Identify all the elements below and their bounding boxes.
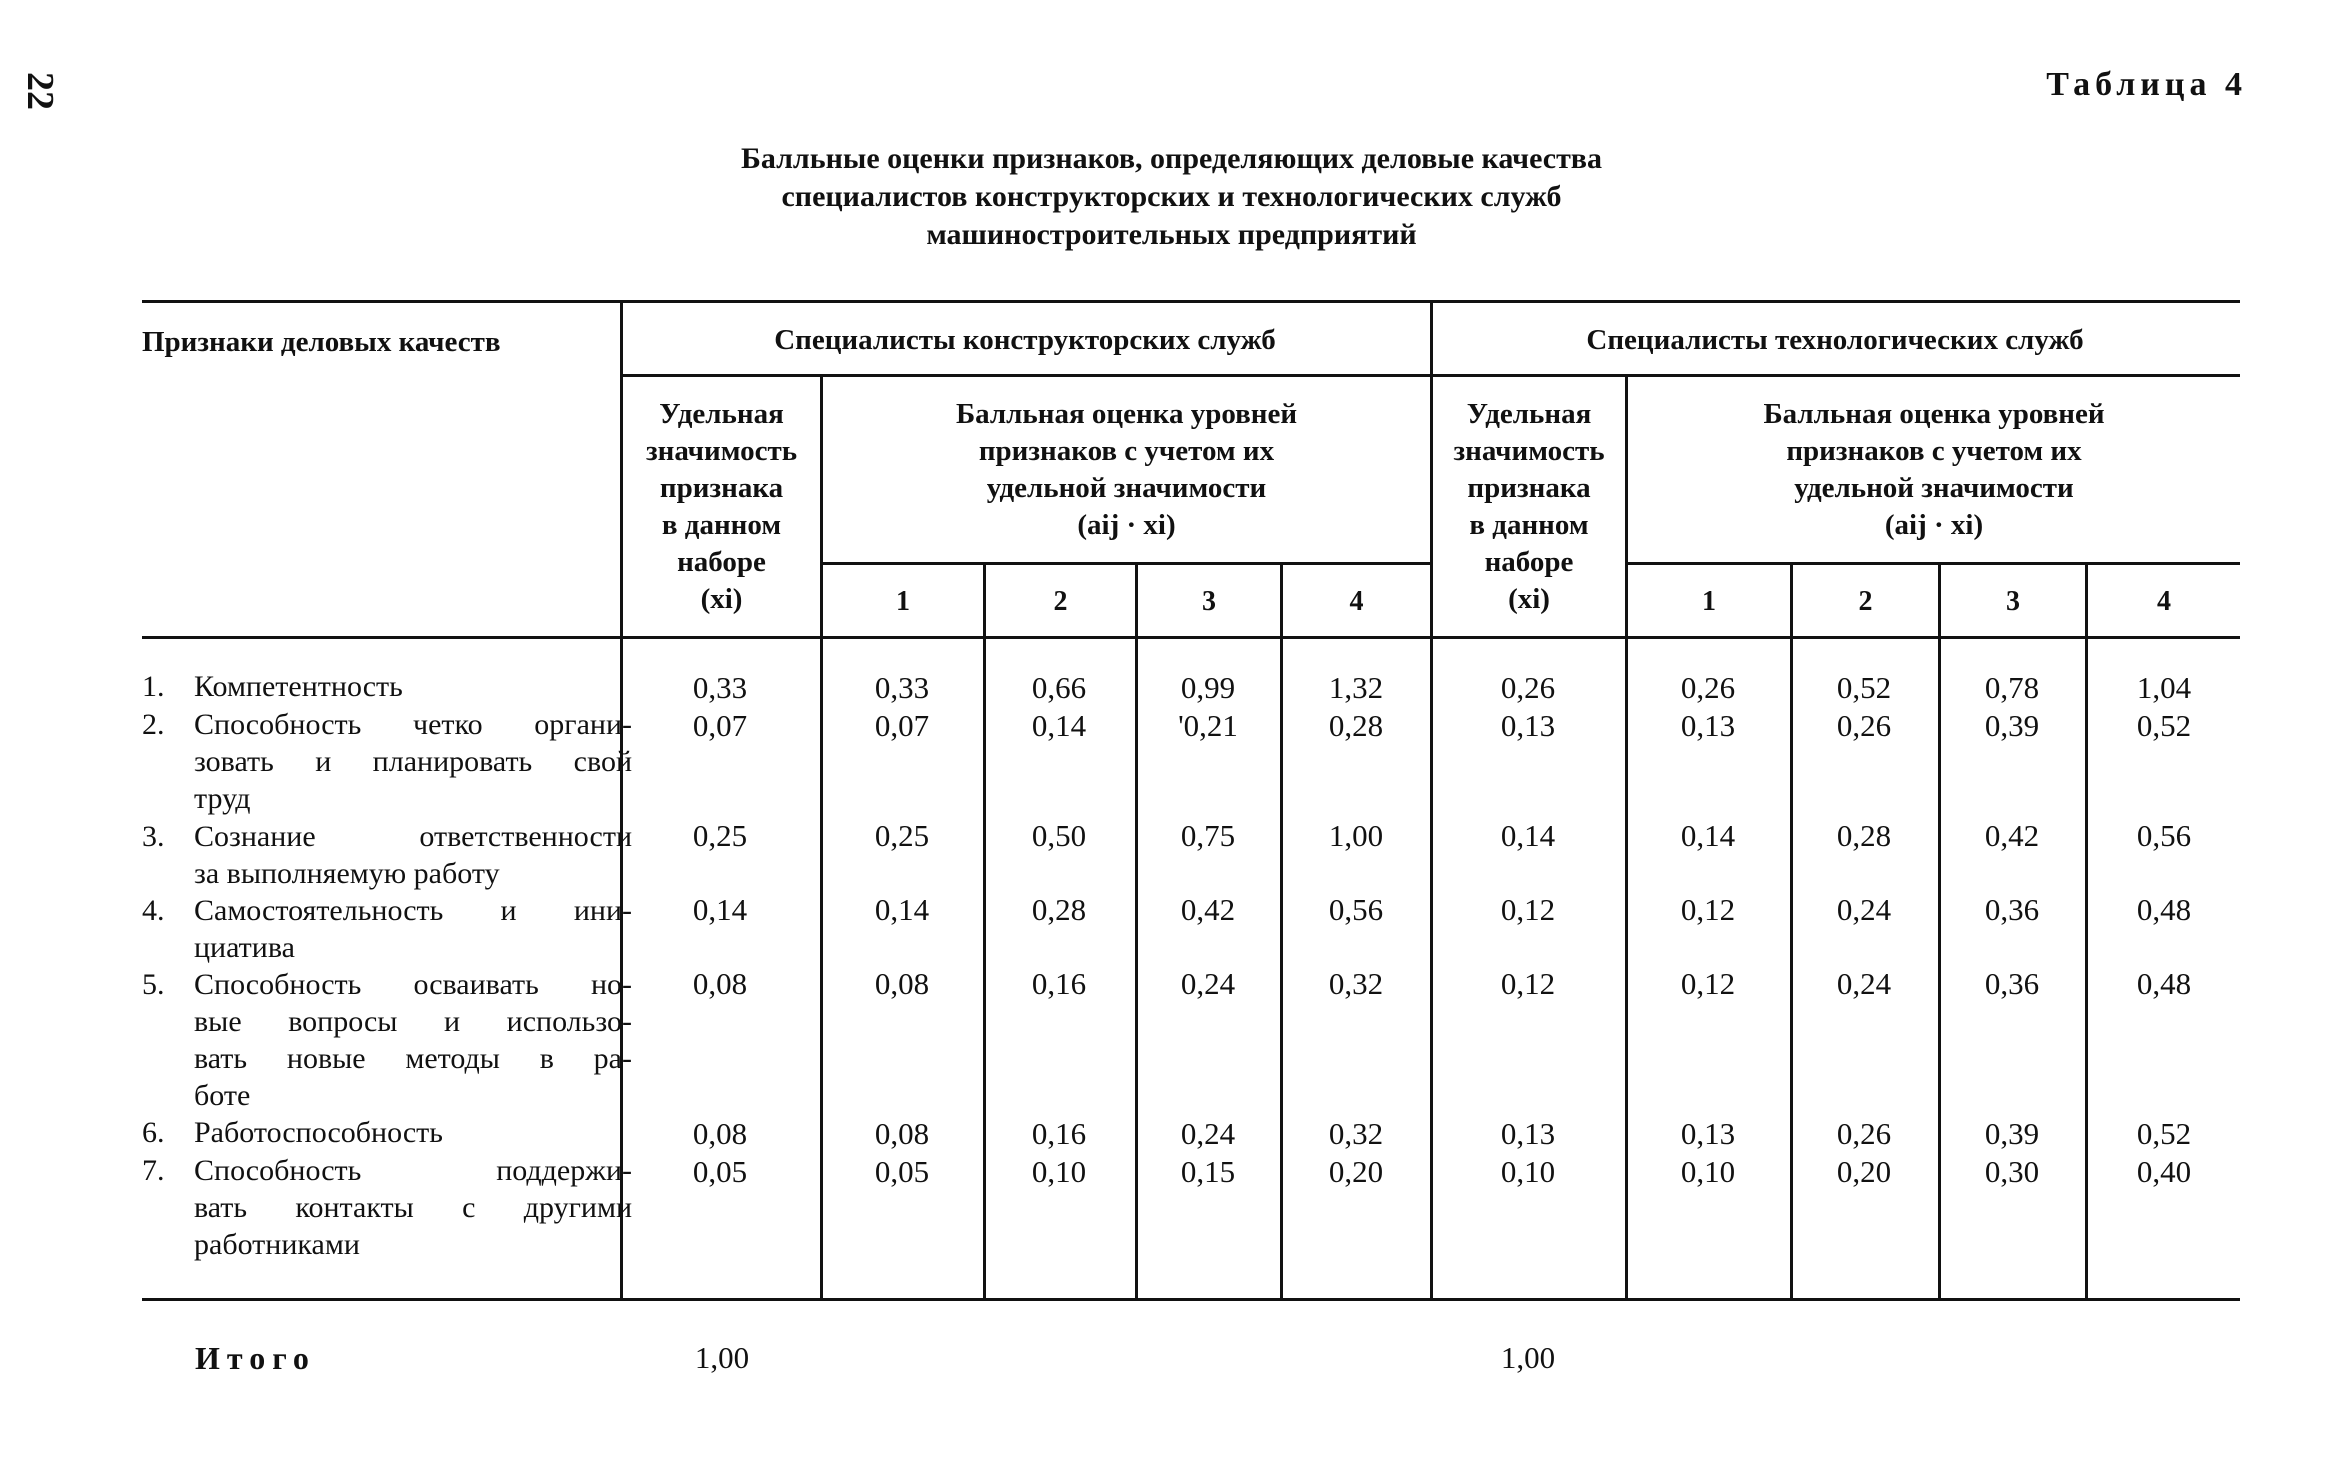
col-divider [1938,562,1941,1298]
total-label: Итого [195,1340,316,1376]
header-line: Удельная [659,398,784,430]
value-cell: 0,24 [1180,966,1236,1001]
value-cell: 0,56 [1328,892,1384,927]
row-text-line: вать контакты с другими [194,1191,632,1224]
row-label [142,1152,632,1263]
header-line: признаков с учетом их [1786,435,2082,467]
value-cell: 0,30 [1984,1154,2040,1189]
level-number: 4 [1349,586,1364,617]
row-label [142,706,632,817]
value-cell: 0,36 [1984,966,2040,1001]
header-line: наборе [1484,546,1574,578]
row-text-line: зовать и планировать свой [194,745,632,778]
page-number: 22 [19,72,61,110]
level-number: 2 [1858,586,1873,617]
tech-score-header [1628,396,2240,544]
value-cell: 0,48 [2136,892,2192,927]
row-text [194,818,632,892]
design-weight-header [623,396,820,618]
row-label [142,668,632,705]
row-label [142,892,632,966]
row-text-line: Способность поддержи- [194,1154,632,1187]
header-line: удельной значимости [986,472,1267,504]
header-line: в данном [661,509,782,541]
value-cell: 0,40 [2136,1154,2192,1189]
value-cell: 0,28 [1031,892,1087,927]
level-number: 1 [896,586,910,617]
row-text [194,1114,632,1151]
row-label [142,818,632,892]
value-cell: 0,14 [1680,818,1736,853]
value-cell: 0,10 [1680,1154,1736,1189]
row-text-line: вые вопросы и использо- [194,1005,632,1038]
value-cell: 0,24 [1836,966,1892,1001]
col-divider [1790,562,1793,1298]
level-number: 3 [2006,586,2020,617]
col-divider [983,562,986,1298]
title-line: специалистов конструкторских и технологических служб [781,180,1562,213]
value-cell: 0,56 [2136,818,2192,853]
row-text [194,706,632,817]
value-cell: 0,26 [1836,1116,1892,1151]
value-cell: 0,12 [1500,892,1556,927]
value-cell: 0,05 [874,1154,930,1189]
value-cell: 0,20 [1328,1154,1384,1189]
row-text [194,1152,632,1263]
value-cell: 0,08 [874,1116,930,1151]
value-cell: '0,21 [1178,708,1238,743]
value-cell: 0,33 [874,670,930,705]
row-text-line: работниками [194,1228,360,1261]
total-design-weight: 1,00 [694,1340,750,1375]
levels-rule-tech [1625,562,2240,565]
row-number: 6. [142,1116,165,1149]
value-cell: 0,39 [1984,1116,2040,1151]
levels-rule-design [820,562,1430,565]
value-cell: 0,33 [692,670,748,705]
value-cell: 0,08 [692,966,748,1001]
header-line: удельной значимости [1794,472,2074,504]
value-cell: 0,10 [1031,1154,1087,1189]
level-number: 2 [1053,586,1068,617]
value-cell: 0,24 [1180,1116,1236,1151]
value-cell: 0,39 [1984,708,2040,743]
value-cell: 0,07 [692,708,748,743]
value-cell: 0,15 [1180,1154,1236,1189]
header-line: Удельная [1466,398,1592,430]
value-cell: 0,12 [1680,966,1736,1001]
level-number: 3 [1202,586,1216,617]
value-cell: 1,04 [2136,670,2192,705]
row-label [142,1114,632,1151]
value-cell: 0,12 [1680,892,1736,927]
value-cell: 0,14 [874,892,930,927]
table-title [0,140,2343,254]
value-cell: 0,75 [1180,818,1236,853]
col-divider [1280,562,1283,1298]
row-text [194,892,632,966]
features-header: Признаки деловых качеств [142,326,501,358]
row-text-line: Самостоятельность и ини- [194,894,632,927]
col-divider [2085,562,2088,1298]
value-cell: 0,07 [874,708,930,743]
value-cell: 0,08 [874,966,930,1001]
value-cell: 0,24 [1836,892,1892,927]
value-cell: 0,13 [1500,708,1556,743]
value-cell: 0,99 [1180,670,1236,705]
value-cell: 0,05 [692,1154,748,1189]
value-cell: 0,52 [1836,670,1892,705]
row-number: 7. [142,1154,165,1187]
value-cell: 0,14 [1500,818,1556,853]
value-cell: 0,28 [1836,818,1892,853]
total-tech-weight: 1,00 [1500,1340,1556,1375]
row-text-line: труд [194,782,251,815]
value-cell: 0,13 [1680,708,1736,743]
row-number: 2. [142,708,165,741]
row-text [194,668,632,705]
header-line: признака [659,472,784,504]
title-line: машиностроительных предприятий [926,218,1417,251]
row-text-line: Способность осваивать но- [194,968,632,1001]
header-line: (xi) [1508,583,1550,615]
value-cell: 0,14 [1031,708,1087,743]
value-cell: 1,00 [1328,818,1384,853]
value-cell: 0,16 [1031,1116,1087,1151]
value-cell: 0,66 [1031,670,1087,705]
value-cell: 0,16 [1031,966,1087,1001]
header-line: (aij · xi) [1884,509,1984,541]
value-cell: 0,52 [2136,1116,2192,1151]
value-cell: 0,14 [692,892,748,927]
row-text-line: Работоспособность [194,1116,443,1149]
header-line: признаков с учетом их [978,435,1275,467]
header-line: Балльная оценка уровней [1763,398,2105,430]
table-label: Таблица 4 [2046,66,2247,103]
value-cell: 0,26 [1500,670,1556,705]
header-line: Балльная оценка уровней [955,398,1298,430]
value-cell: 0,42 [1180,892,1236,927]
header-line: признака [1467,472,1591,504]
value-cell: 1,32 [1328,670,1384,705]
value-cell: 0,78 [1984,670,2040,705]
table-bottom-rule [142,1298,2240,1301]
value-cell: 0,08 [692,1116,748,1151]
level-number: 4 [2157,586,2171,617]
row-text-line: циатива [194,931,295,964]
value-cell: 0,20 [1836,1154,1892,1189]
row-text-line: боте [194,1079,251,1112]
value-cell: 0,26 [1836,708,1892,743]
value-cell: 0,52 [2136,708,2192,743]
tech-weight-header [1433,396,1625,618]
value-cell: 0,12 [1500,966,1556,1001]
header-line: в данном [1469,509,1589,541]
header-bottom-rule [142,636,2240,639]
row-text-line: Компетентность [194,670,403,703]
row-text-line: Способность четко органи- [194,708,632,741]
table-top-rule [142,300,2240,303]
value-cell: 0,48 [2136,966,2192,1001]
level-number: 1 [1702,586,1716,617]
row-number: 3. [142,820,165,853]
value-cell: 0,26 [1680,670,1736,705]
row-text [194,966,632,1114]
value-cell: 0,50 [1031,818,1087,853]
value-cell: 0,36 [1984,892,2040,927]
row-label [142,966,632,1114]
value-cell: 0,13 [1680,1116,1736,1151]
value-cell: 0,13 [1500,1116,1556,1151]
header-line: значимость [645,435,798,467]
value-cell: 0,28 [1328,708,1384,743]
header-line: значимость [1453,435,1605,467]
value-cell: 0,25 [874,818,930,853]
header-line: (xi) [700,583,743,615]
tech-group-header: Специалисты технологических служб [1586,324,2084,356]
row-text-line: вать новые методы в ра- [194,1042,632,1075]
row-number: 1. [142,670,165,703]
value-cell: 0,32 [1328,1116,1384,1151]
row-text-line: Сознание ответственности [194,820,632,853]
design-group-header: Специалисты конструкторских служб [774,324,1276,356]
value-cell: 0,10 [1500,1154,1556,1189]
row-number: 5. [142,968,165,1001]
row-text-line: за выполняемую работу [194,857,500,890]
row-number: 4. [142,894,165,927]
header-line: (aij · xi) [1077,509,1176,541]
value-cell: 0,25 [692,818,748,853]
value-cell: 0,32 [1328,966,1384,1001]
header-line: наборе [677,546,766,578]
design-score-header [823,396,1430,544]
value-cell: 0,42 [1984,818,2040,853]
title-line: Балльные оценки признаков, определяющих деловые качества [740,142,1603,175]
